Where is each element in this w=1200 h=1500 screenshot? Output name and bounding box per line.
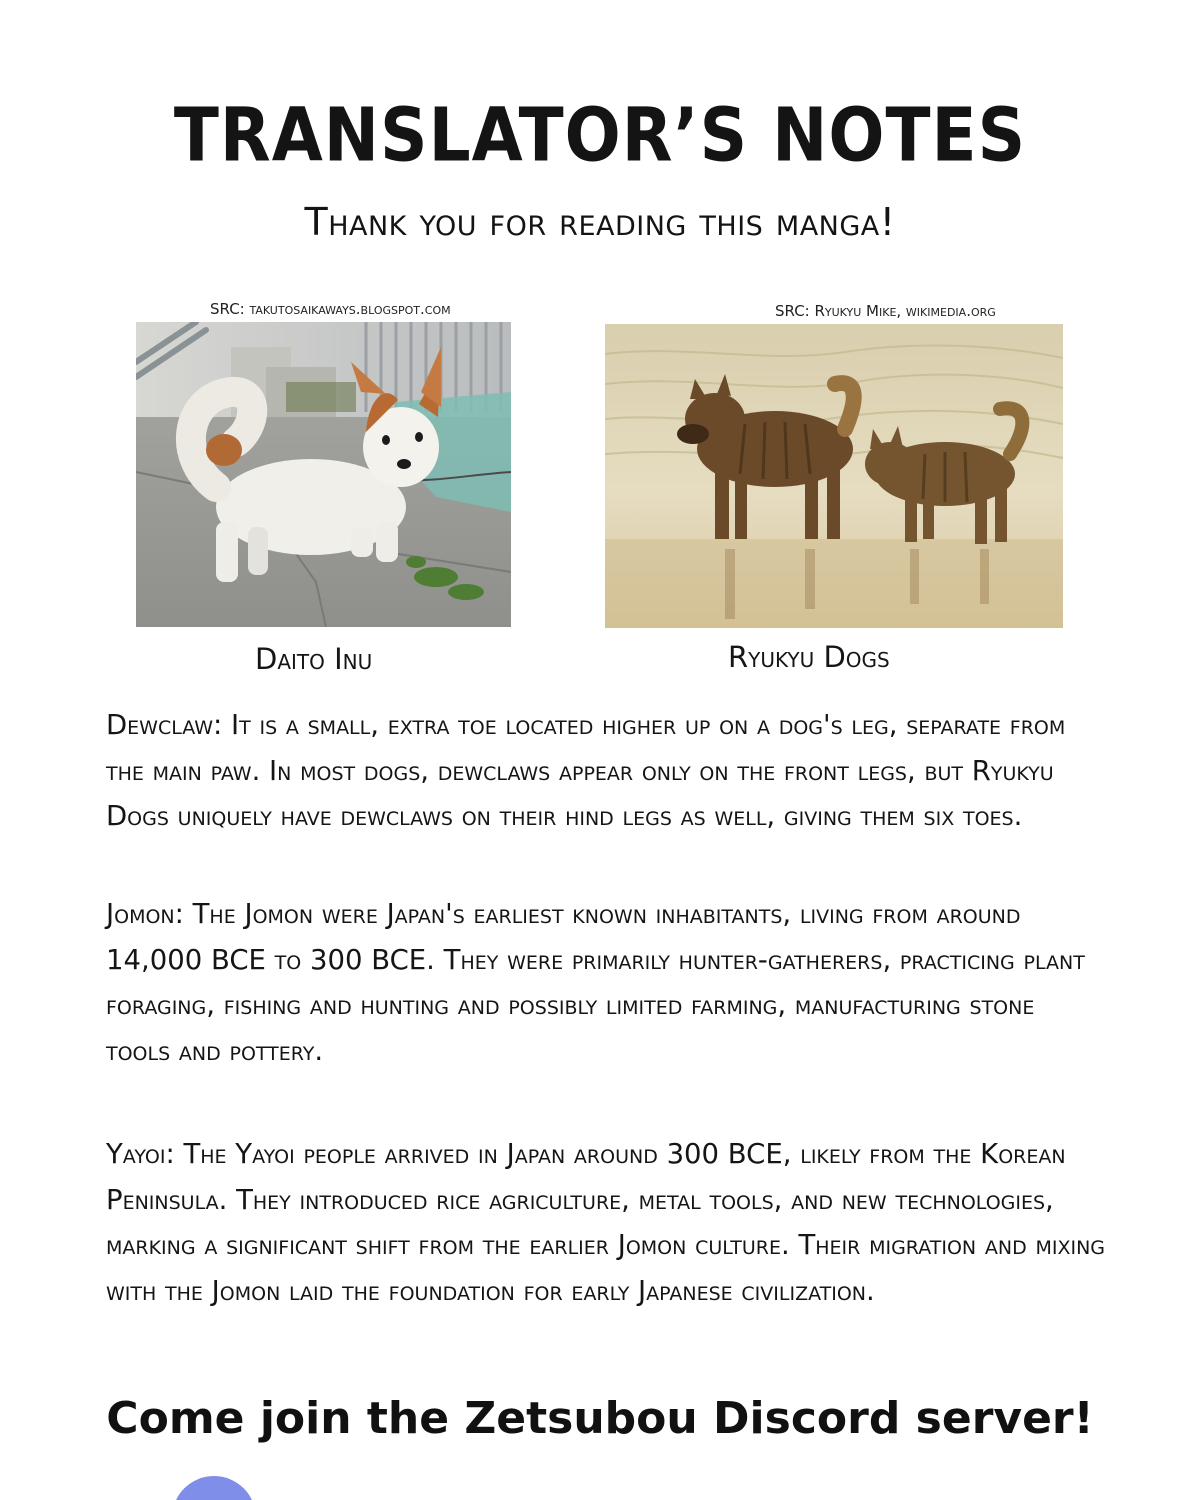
note-jomon: Jomon: The Jomon were Japan's earliest known inhabitants, living from around 14,000 BCE to 300 BCE. They were primarily hunter-gatherers, practicing plant foraging, fishing and hunting and possibly limited farming, manufacturing stone tools and pottery. bbox=[106, 898, 1085, 1067]
daito-inu-photo bbox=[136, 322, 511, 627]
discord-invite-text: Come join the Zetsubou Discord server! bbox=[106, 1393, 1094, 1444]
ryukyu-dogs-photo bbox=[605, 324, 1063, 628]
two-brindle-dogs-photo-icon bbox=[605, 324, 1063, 628]
caption-daito-inu: Daito Inu bbox=[255, 642, 373, 676]
discord-link-cutoff bbox=[280, 1490, 980, 1500]
page-title: TRANSLATOR’S NOTES bbox=[173, 92, 1027, 179]
caption-ryukyu-dogs: Ryukyu Dogs bbox=[728, 640, 890, 674]
image-source-daito: SRC: takutosaikaways.blogspot.com bbox=[210, 300, 451, 318]
note-dewclaw: Dewclaw: It is a small, extra toe located higher up on a dog's leg, separate from the main paw. In most dogs, dewclaws appear only on the front legs, but Ryukyu Dogs uniquely have dewclaws on their hind legs as well, giving them six toes. bbox=[106, 709, 1066, 832]
note-yayoi: Yayoi: The Yayoi people arrived in Japan around 300 BCE, likely from the Korean Peninsula. They introduced rice agriculture, metal tools, and new technologies, marking a significant shift from the earlier Jomon culture. Their migration and mixing with the Jomon laid the foundation for early Japanese civilization. bbox=[106, 1138, 1106, 1307]
discord-avatar-icon[interactable] bbox=[172, 1476, 256, 1500]
image-source-ryukyu: SRC: Ryukyu Mike, wikimedia.org bbox=[775, 302, 996, 320]
page-subtitle: Thank you for reading this manga! bbox=[304, 200, 896, 244]
white-dog-photo-icon bbox=[136, 322, 511, 627]
